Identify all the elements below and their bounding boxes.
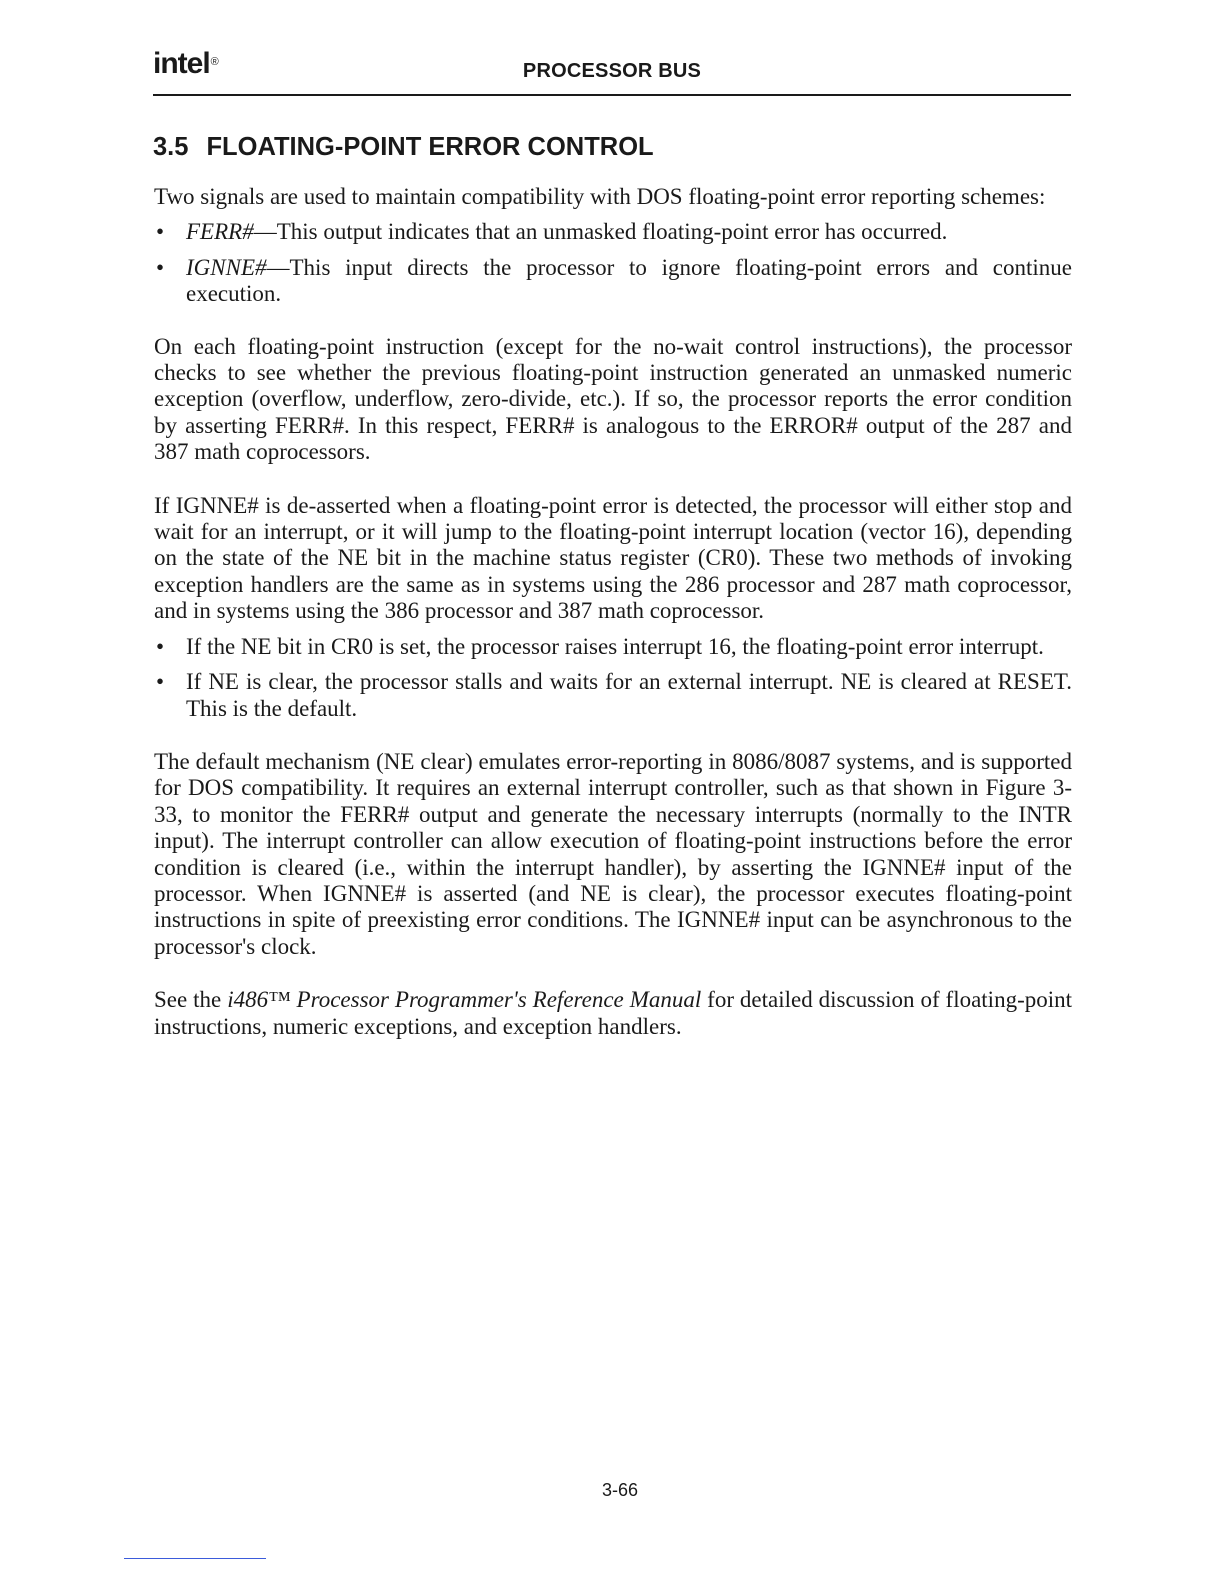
signal-description: This input directs the processor to ignore floating-point errors and continue execution. (186, 254, 1072, 307)
reference-tail: for detailed discussion of floating-point instructions, numeric exceptions, and exception handlers. (154, 987, 1073, 1039)
bullet-icon: • (156, 633, 165, 659)
ne-bullet-set (154, 634, 1072, 660)
signal-list (154, 219, 1072, 307)
ne-bullet-text: If the NE bit in CR0 is set, the processor raises interrupt 16, the floating-point error interrupt. (186, 633, 1044, 659)
signal-name: FERR# (186, 219, 254, 245)
error-detection-paragraph: On each floating-point instruction (except for the no-wait control instructions), the processor checks to see whether the previous floating-point instruction generated an unmasked numeric exception (overflow, underflow, zero-divide, etc.). If so, the processor reports the error condition by asserting FERR#. In this respect, FERR# is analogous to the ERROR# output of the 287 and 387 math coprocessors. (154, 333, 1072, 465)
intro-paragraph: Two signals are used to maintain compatibility with DOS floating-point error reporting schemes: (154, 184, 1046, 209)
signal-name: IGNNE# (186, 254, 267, 280)
ne-bullet-text: If NE is clear, the processor stalls and waits for an external interrupt. NE is cleared at RESET. This is the default. (186, 669, 1072, 721)
bullet-icon: • (156, 219, 165, 245)
footer-rule (124, 1558, 266, 1559)
body-content (154, 184, 1072, 1040)
section-title: FLOATING-POINT ERROR CONTROL (206, 133, 654, 161)
signal-item-ignne (154, 255, 1072, 308)
bullet-icon: • (156, 254, 165, 280)
section-number: 3.5 (153, 133, 189, 161)
ne-bullet-clear (154, 669, 1072, 722)
registered-mark: ® (210, 56, 218, 68)
page-number: 3-66 (601, 1480, 639, 1500)
signal-dash: — (253, 219, 277, 245)
bullet-icon: • (156, 669, 165, 695)
section-heading (153, 133, 654, 162)
page-header (153, 46, 1071, 96)
signal-item-ferr (154, 219, 1072, 245)
manual-title: i486™ Processor Programmer's Reference Manual (227, 987, 702, 1013)
reference-lead: See the (154, 987, 228, 1013)
reference-paragraph (154, 987, 1072, 1040)
logo-text: intel (153, 47, 210, 80)
signal-dash: — (266, 254, 290, 280)
ne-bit-list (154, 634, 1072, 722)
signal-description: This output indicates that an unmasked floating-point error has occurred. (276, 219, 948, 245)
ignne-paragraph: If IGNNE# is de-asserted when a floating-point error is detected, the processor will either stop and wait for an interrupt, or it will jump to the floating-point interrupt location (vector 16), depending on the state of the NE bit in the machine status register (CR0). These two methods of invoking exception handlers are the same as in systems using the 286 processor and 287 math coprocessor, and in systems using the 386 processor and 387 math coprocessor. (154, 492, 1072, 624)
header-title: PROCESSOR BUS (522, 60, 702, 82)
default-mechanism-paragraph: The default mechanism (NE clear) emulates error-reporting in 8086/8087 systems, and is supported for DOS compatibility. It requires an external interrupt controller, such as that shown in Figure 3-33, to monitor the FERR# output and generate the necessary interrupts (normally to the INTR input). The interrupt controller can allow execution of floating-point instructions before the error condition is cleared (i.e., within the interrupt handler), by asserting the IGNNE# input of the processor. When IGNNE# is asserted (and NE is clear), the processor executes floating-point instructions in spite of preexisting error conditions. The IGNNE# input can be asynchronous to the processor's clock. (154, 748, 1072, 959)
